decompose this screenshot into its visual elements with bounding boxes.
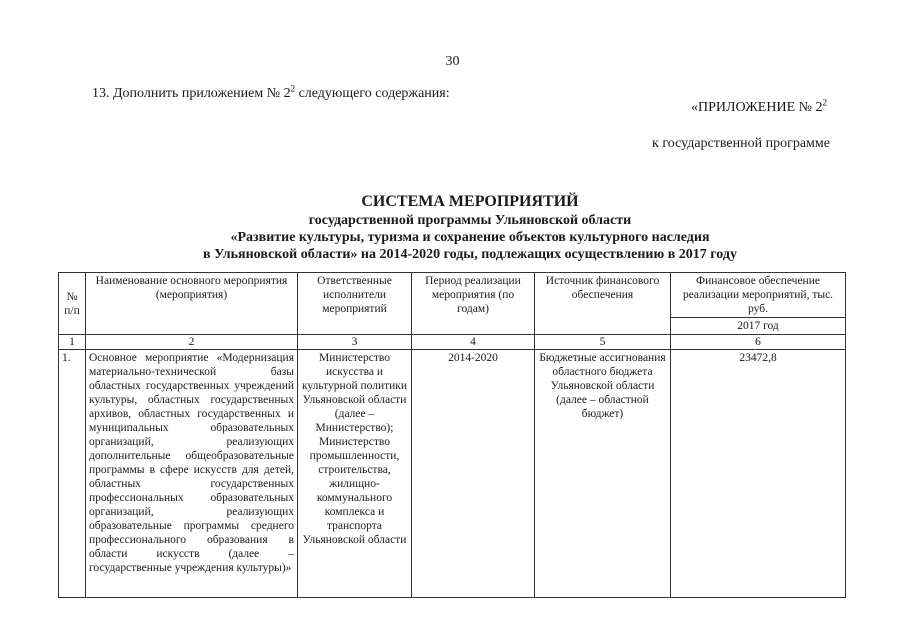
column-number: 3 <box>298 335 412 350</box>
header-finance: Финансовое обеспечение реализации мероприятий, тыс. руб. <box>671 273 846 318</box>
annex-subtitle: к государственной программе <box>652 136 830 151</box>
row-number: 1. <box>59 350 86 598</box>
header-name: Наименование основного мероприятия (мероприятия) <box>86 273 298 335</box>
header-year: 2017 год <box>671 318 846 335</box>
header-executors: Ответственные исполнители мероприятий <box>298 273 412 335</box>
title-line-2: «Развитие культуры, туризма и сохранение объектов культурного наследия <box>230 230 710 245</box>
column-number: 4 <box>412 335 535 350</box>
column-number: 2 <box>86 335 298 350</box>
amendment-superscript: 2 <box>290 83 296 94</box>
measures-table <box>58 272 846 598</box>
header-source: Источник финансового обеспечения <box>535 273 671 335</box>
row-executors: Министерство искусства и культурной политики Ульяновской области (далее – Министерство); Министерство промышленности, строительства, жилищно-коммунального комплекса и транспорта Ульяновской области <box>298 350 412 598</box>
column-number: 6 <box>671 335 846 350</box>
page-number: 30 <box>445 54 460 69</box>
title-line-3: в Ульяновской области» на 2014-2020 годы, подлежащих осуществлению в 2017 году <box>203 247 737 262</box>
document-title <box>90 192 850 263</box>
annex-superscript: 2 <box>822 97 827 108</box>
amendment-text: 13. Дополнить приложением № $2^2$ следующего содержания: <box>92 83 450 101</box>
title-line-1: государственной программы Ульяновской области <box>308 213 632 228</box>
row-name: Основное мероприятие «Модернизация материально-технической базы областных государственных учреждений культуры, областных государственных архивов, областных государственных и муниципальных образовательных организаций, реализующих дополнительные общеобразовательные программы в сфере искусств для детей, областных государственных профессиональных образовательных организаций, реализующих образовательные программы среднего профессионального образования в области искусств (далее – государственные учреждения культуры)» <box>86 350 298 598</box>
row-period: 2014-2020 <box>412 350 535 598</box>
column-number: 1 <box>59 335 86 350</box>
header-num: № п/п <box>59 273 86 335</box>
column-numbers-row <box>59 335 846 350</box>
annex-title: «ПРИЛОЖЕНИЕ № $2^2$ <box>691 97 827 115</box>
title-main: СИСТЕМА МЕРОПРИЯТИЙ <box>361 193 579 210</box>
column-number: 5 <box>535 335 671 350</box>
header-period: Период реализации мероприятия (по годам) <box>412 273 535 335</box>
table-row <box>59 350 846 598</box>
row-source: Бюджетные ассигнования областного бюджета Ульяновской области (далее – областной бюджет) <box>535 350 671 598</box>
row-amount: 23472,8 <box>671 350 846 598</box>
